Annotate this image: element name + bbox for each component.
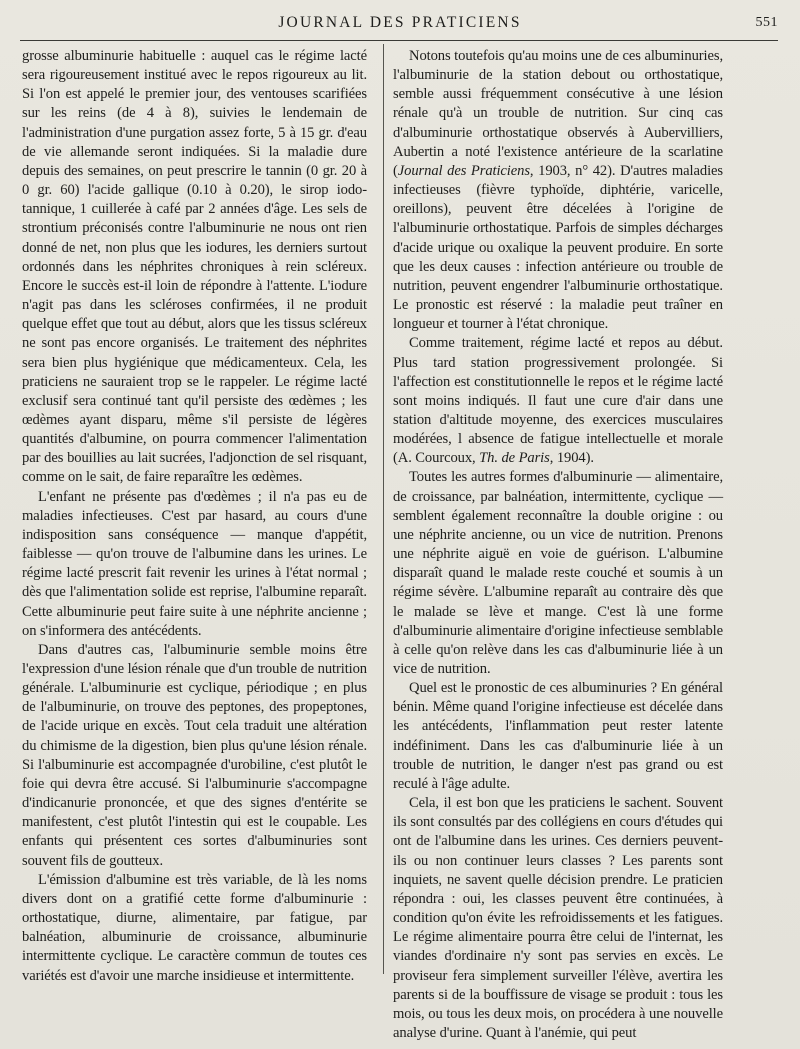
right-column <box>393 47 723 1043</box>
left-paragraph-1: grosse albuminurie habituelle : auquel cas le régime lacté sera rigoureusement institué avec le repos rigoureux au lit. Si l'on est appelé le premier jour, des ventouses scarifiées sur les reins (de 4 à 8), suivies le lendemain de l'administration d'une purgation assez forte, 5 à 15 gr. d'eau de vie allemande seront indiquées. Si la maladie dure depuis des semaines, on peut prescrire le tannin (0 gr. 20 à 0 gr. 60) l'acide gallique (0.10 à 0.20), le sirop iodo-tannique, 1 cuillerée à café par 2 années d'âge. Les sels de strontium préconisés contre l'albuminurie ne nous ont rien donné de net, non plus que les iodures, les derniers surtout ordonnés dans les néphrites chroniques à rein scléreux. Encore le succès est-il loin de répondre à l'attente. L'iodure n'agit pas dans les scléroses confirmées, il ne produit quelque effet que tout au début, alors que les tissus scléreux ne sont pas encore organisés. Le traitement des néphrites sera bien plus hygiénique que médicamenteux. Cela, les praticiens ne sauraient trop se le rappeler. Le régime lacté exclusif sera continué tant qu'il persiste des œdèmes ; les œdèmes ayant disparu, même s'il persiste de légères quantités d'albumine, on pourra commencer l'alimentation par des bouillies au lait sucrées, l'adjonction de sel risquant, comme on le sait, de faire reparaître les œdèmes. <box>22 48 367 486</box>
left-paragraph-3: Dans d'autres cas, l'albuminurie semble moins être l'expression d'une lésion rénale que d'un trouble de nutrition générale. L'albuminurie est cyclique, périodique ; en plus de l'albuminurie, on trouve des peptones, des propeptones, de l'acide urique en excès. Tout cela traduit une altération du chimisme de la digestion, bien plus qu'une lésion rénale. Si l'albuminurie est accompagnée d'urobiline, c'est plutôt le foie qui devra être accusé. Si l'albuminurie s'accompagne d'indicanurie prononcée, et que des signes d'entérite se manifestent, c'est plutôt l'intestin qui est le coupable. Les enfants qui présentent ces sortes d'albuminuries sont souvent fils de goutteux. <box>22 641 367 869</box>
left-column <box>22 47 367 986</box>
header-rule <box>20 40 778 41</box>
page-number: 551 <box>755 15 778 30</box>
right-paragraph-3-text: Toutes les autres formes d'albuminurie — alimentaire, de croissance, par balnéation, intermittente, cyclique — semblent également reconnaître la double origine : ou une néphrite ancienne, ou un vice de nutrition. Prenons une néphrite aiguë en voie de guérison. L'albumine disparaît quand le malade reste couché et soumis à un régime sévère. L'albumine reparaît au contraire dès que le malade se lève et mange. C'est là une forme d'albuminurie alimentaire d'origine infectieuse semblable à celle qu'on relève dans les cas d'albuminurie liée à un vice de nutrition. <box>393 469 723 677</box>
right-paragraph-2-text-a: Comme traitement, régime lacté et repos au début. Plus tard station progressivement prolongée. Si l'affection est constitutionnelle le repos et le régime lacté sont moins indiqués. Il faut une cure d'air dans une station d'altitude moyenne, des exercices musculaires modérées, l absence de fatigue intellectuelle et morale (A. Courcoux, <box>393 335 723 467</box>
right-paragraph-2-text-b: , 1904). <box>549 450 594 467</box>
left-paragraph-2: L'enfant ne présente pas d'œdèmes ; il n'a pas eu de maladies infectieuses. C'est par hasard, au cours d'une indisposition sans conséquence — manque d'appétit, faiblesse — qu'on trouve de l'albumine dans les urines. Le régime lacté prescrit fait revenir les urines à l'état normal ; dès que l'alimentation solide est reprise, l'albumine reparaît. Cette albuminurie peut faire suite à une néphrite ancienne ; on s'informera des antécédents. <box>22 488 367 639</box>
right-paragraph-4 <box>393 679 723 794</box>
thesis-citation: Th. de Paris <box>479 450 550 467</box>
right-paragraph-1-text-b: , 1903, n° 42). D'autres maladies infectieuses (fièvre typhoïde, diphtérie, varicelle, oreillons), peuvent être décelées à l'origine de l'albuminurie orthostatique. Parfois de simples décharges d'acide urique ou oxalique la peuvent produire. En sorte que les deux causes : infection antérieure ou trouble de nutrition, peuvent engendrer l'albuminurie orthostatique. Le pronostic est réservé : la maladie peut traîner en longueur et tourner à l'état chronique. <box>393 162 724 333</box>
right-paragraph-5 <box>393 794 723 1043</box>
journal-title: JOURNAL DES PRATICIENS <box>278 14 522 31</box>
left-paragraph-4: L'émission d'albumine est très variable, de là les noms divers dont on a gratifié cette forme d'albuminurie : orthostatique, diurne, alimentaire, par fatigue, par balnéation, albuminurie de croissance, albuminurie intermittente cyclique. Le caractère commun de toutes ces variétés est d'avoir une marche insidieuse et intermittente. <box>22 871 367 984</box>
right-paragraph-2 <box>393 334 723 468</box>
right-paragraph-1 <box>393 47 723 334</box>
right-paragraph-1-text-a: Notons toutefois qu'au moins une de ces albuminuries, l'albuminurie de la station debout ou orthostatique, semble aussi fréquemment consécutive à une lésion rénale qu'à un trouble de nutrition. Sur cinq cas d'albuminurie orthostatique observés à Aubervilliers, Aubertin a noté l'existence antérieure de la scarlatine ( <box>393 48 723 179</box>
right-paragraph-3 <box>393 468 723 679</box>
running-head <box>0 11 800 37</box>
right-paragraph-5-text: Cela, il est bon que les praticiens le sachent. Souvent ils sont consultés par des collégiens en cours d'études qui ont de l'albumine dans les urines. Ces derniers peuvent-ils ou non continuer leurs classes ? Les parents sont inquiets, ne savent quelle décision prendre. Le praticien répondra : oui, les classes peuvent être continuées, à condition qu'on évite les refroidissements et les fatigues. Le régime alimentaire pourra être celui de l'internat, les viandes d'ordinaire n'y sont pas servies en excès. Le proviseur fera simplement surveiller l'élève, avertira les parents si de la bouffissure de visage se produit : tous les mois, ou tous les deux mois, on procédera à une nouvelle analyse d'urine. Quant à l'anémie, qui peut <box>393 795 723 1041</box>
column-divider <box>383 44 384 974</box>
journal-citation: Journal des Praticiens <box>397 162 530 179</box>
right-paragraph-4-text: Quel est le pronostic de ces albuminuries ? En général bénin. Même quand l'origine infectieuse est décelée dans les antécédents, l'inflammation peut rester latente indéfiniment. Dans les cas d'albuminurie liée à un trouble de nutrition, le danger n'est pas grand ou est reculé à l'âge adulte. <box>393 680 723 792</box>
